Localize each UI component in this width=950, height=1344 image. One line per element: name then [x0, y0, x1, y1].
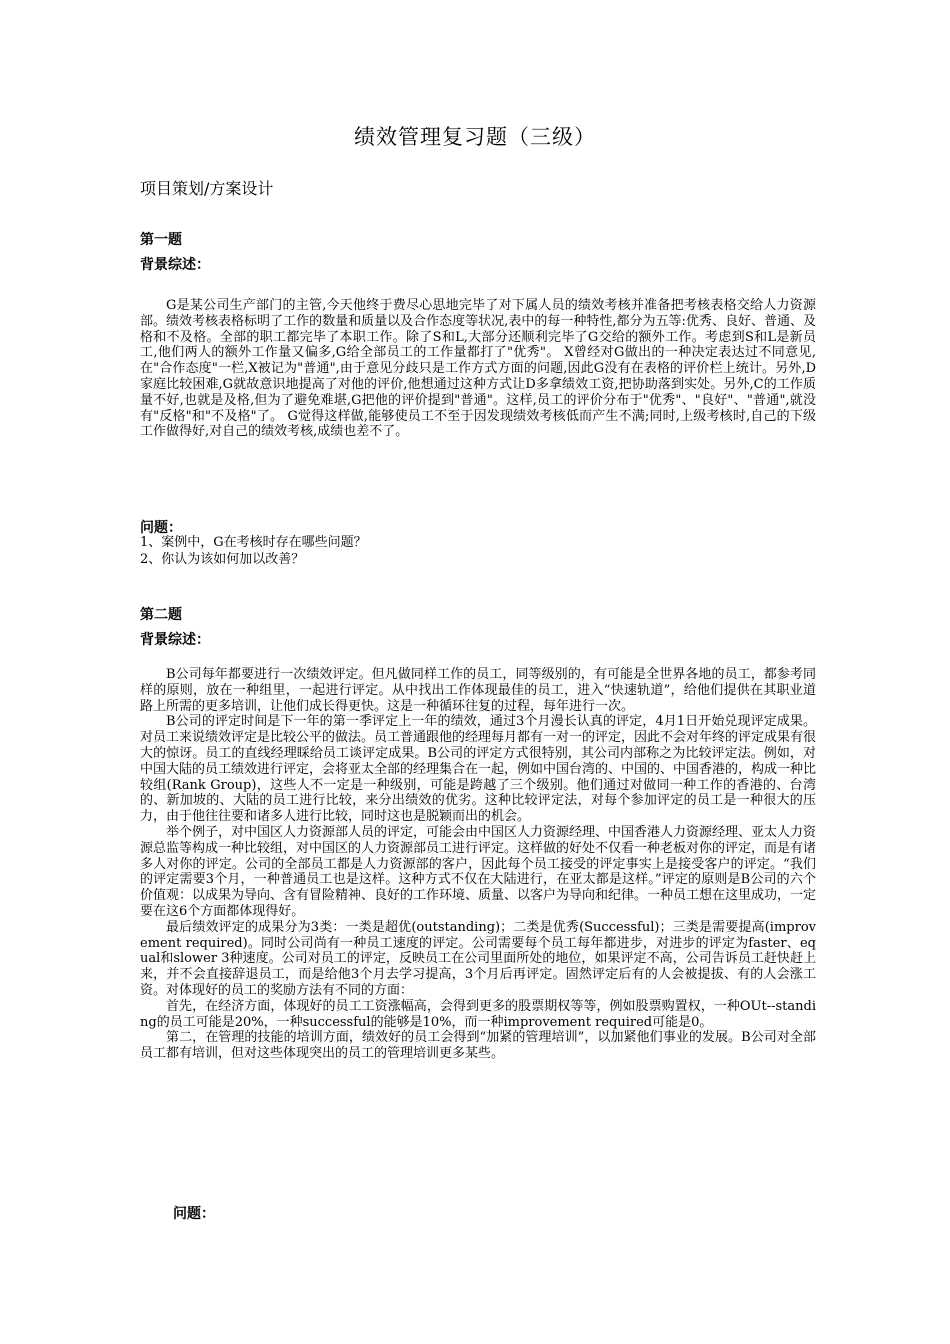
q2-paragraph: B公司的评定时间是下一年的第一季评定上一年的绩效，通过3个月漫长认真的评定，4月1日开始兑现评定成果。对员工来说绩效评定是比较公平的做法。员工普通跟他的经理每月都有一对一的评定，因此不会对年终的评定成果有很大的惊讶。员工的直线经理睬给员工谈评定成果。B公司的评定方式很特别，其公司内部称之为比较评定法。例如，对中国大陆的员工绩效进行评定，会将亚太全部的经理集合在一起，例如中国台湾的、中国的、中国香港的，构成一种比较组(Rank Group)，这些人不一定是一种级别，可能是跨越了三个级别。他们通过对做同一种工作的香港的、台湾的、新加坡的、大陆的员工进行比较，来分出绩效的优劣。这种比较评定法，对每个参加评定的员工是一种很大的压力，由于他往往要和诸多人进行比较，同时这也是脱颖而出的机会。 — [140, 714, 817, 825]
q1-question-item: 2、你认为该如何加以改善？ — [140, 552, 305, 567]
q2-questions-label: 问题： — [173, 1206, 215, 1222]
q1-background-label: 背景综述： — [140, 257, 210, 273]
q2-paragraph: 首先，在经济方面，体现好的员工工资涨幅高，会得到更多的股票期权等等，例如股票购置权，一种OUt--standing的员工可能是20%，一种successful的能够是10%，而一种improvement required可能是0。 — [140, 998, 816, 1030]
q2-background-text — [140, 667, 816, 1062]
q1-question-item: 1、案例中，G在考核时存在哪些问题？ — [140, 535, 367, 550]
q2-heading: 第二题 — [140, 607, 182, 623]
q1-question-list — [140, 534, 367, 568]
q2-paragraph: 第二，在管理的技能的培训方面，绩效好的员工会得到“加紧的管理培训”，以加紧他们事业的发展。B公司对全部员工都有培训，但对这些体现突出的员工的管理培训更多某些。 — [140, 1030, 816, 1062]
q1-questions-label: 问题： — [140, 520, 182, 536]
q1-paragraph: G是某公司生产部门的主管,今天他终于费尽心思地完毕了对下属人员的绩效考核并准备把考核表格交给人力资源部。绩效考核表格标明了工作的数量和质量以及合作态度等状况,表中的每一种特性,都分为五等:优秀、良好、普通、及格和不及格。全部的职工都完毕了本职工作。除了S和L,大部分还顺利完毕了G交给的额外工作。考虑到S和L是新员工,他们两人的额外工作量又偏多,G给全部员工的工作量都打了"优秀"。 X曾经对G做出的一种决定表达过不同意见,在"合作态度"一栏,X被记为"普通",由于意见分歧只是工作方式方面的问题,因此G没有在表格的评价栏上统计。另外,D家庭比较困难,G就故意识地提高了对他的评价,他想通过这种方式让D多拿绩效工资,把协助落到实处。另外,C的工作质量不好,也就是及格,但为了避免难堪,G把他的评价提到"普通"。这样,员工的评价分布于"优秀"、"良好"、"普通",就没有"反格"和"不及格"了。 G觉得这样做,能够使员工不至于因发现绩效考核低而产生不满;同时,上级考核时,自己的下级工作做得好,对自己的绩效考核,成绩也差不了。 — [140, 298, 816, 440]
q2-paragraph: 举个例子，对中国区人力资源部人员的评定，可能会由中国区人力资源经理、中国香港人力资源经理、亚太人力资源总监等构成一种比较组，对中国区的人力资源部员工进行评定。这样做的好处不仅看一种老板对你的评定，而是有诸多人对你的评定。公司的全部员工都是人力资源部的客户，因此每个员工接受的评定事实上是接受客户的评定。“我们的评定需要3个月，一种普通员工也是这样。这种方式不仅在大陆进行，在亚太都是这样。”评定的原则是B公司的六个价值观：以成果为导向、含有冒险精神、良好的工作环境、质量、以客户为导向和纪律。一种员工想在这里成功，一定要在这6个方面都体现得好。 — [140, 824, 817, 919]
section-heading: 项目策划/方案设计 — [140, 179, 274, 198]
q1-heading: 第一题 — [140, 232, 182, 248]
q2-paragraph: 最后绩效评定的成果分为3类：一类是超优(outstanding)；二类是优秀(Successful)；三类是需要提高(improvement required)。同时公司尚有一种员工速度的评定。公司需要每个员工每年都进步，对进步的评定为faster、equal和slower 3种速度。公司对员工的评定，反映员工在公司里面所处的地位，如果评定不高，公司告诉员工赶快赶上来，并不会直接辞退员工，而是给他3个月去学习提高，3个月后再评定。固然评定后有的人会被提拔、有的人会涨工资。对体现好的员工的奖励方法有不同的方面： — [140, 919, 816, 998]
page-title: 绩效管理复习题（三级） — [354, 125, 596, 149]
q2-background-label: 背景综述： — [140, 632, 210, 648]
q2-paragraph: B公司每年都要进行一次绩效评定。但凡做同样工作的员工，同等级别的，有可能是全世界各地的员工，都参考同样的原则，放在一种组里，一起进行评定。从中找出工作体现最佳的员工，进入“快速轨道”，给他们提供在其职业道路上所需的更多培训，让他们成长得更快。这是一种循环往复的过程，每年进行一次。 — [140, 667, 816, 714]
q1-background-text — [140, 298, 816, 440]
